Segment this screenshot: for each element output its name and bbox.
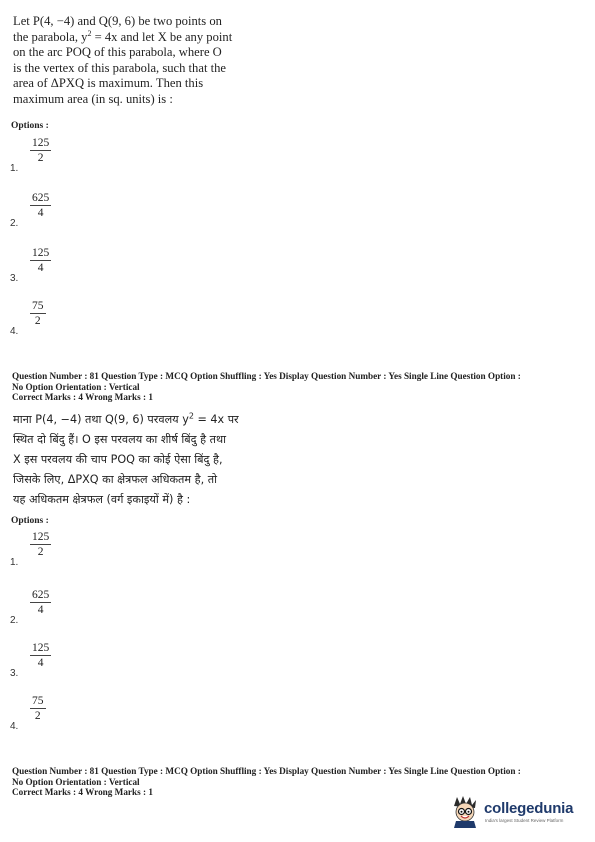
option-fraction: $\frac{625}{4}$ — [32, 589, 50, 616]
logo-brand-text: collegedunia — [484, 800, 574, 817]
option-fraction: $\frac{125}{4}$ — [32, 642, 50, 669]
option-fraction: $\frac{75}{2}$ — [32, 300, 44, 327]
question-line: X इस परवलय की चाप POQ का कोई ऐसा बिंदु है, — [13, 453, 223, 466]
question-line: on the arc POQ of this parabola, where O — [13, 45, 222, 60]
question-meta — [12, 766, 587, 798]
collegedunia-logo[interactable] — [448, 794, 588, 830]
question-line: स्थित दो बिंदु हैं। O इस परवलय का शीर्ष बिंदु है तथा — [13, 433, 227, 446]
option-fraction: $\frac{125}{2}$ — [32, 531, 50, 558]
logo-tagline: India's largest Student Review Platform — [485, 818, 564, 823]
question-line: maximum area (in sq. units) is : — [13, 91, 173, 106]
question-line: the parabola, $y^2 = 4x$ and let X be any point — [13, 28, 233, 44]
option-fraction: $\frac{75}{2}$ — [32, 695, 44, 722]
option-3[interactable] — [10, 641, 70, 679]
options-heading: Options : — [11, 121, 49, 131]
question-text-english — [13, 14, 263, 108]
option-number: 4. — [10, 326, 19, 337]
option-number: 1. — [10, 557, 19, 568]
question-line: is the vertex of this parabola, such that the — [13, 60, 226, 75]
question-line: Let P(4, −4) and Q(9, 6) be two points on — [13, 14, 222, 28]
options-heading: Options : — [11, 516, 49, 526]
option-number: 2. — [10, 218, 19, 229]
meta-line: No Option Orientation : Vertical — [12, 381, 140, 392]
option-1[interactable] — [10, 136, 70, 174]
option-2[interactable] — [10, 588, 70, 626]
option-number: 1. — [10, 163, 19, 174]
meta-line: Correct Marks : 4 Wrong Marks : 1 — [12, 392, 153, 402]
option-number: 3. — [10, 668, 19, 679]
option-4[interactable] — [10, 694, 70, 732]
option-3[interactable] — [10, 246, 70, 284]
option-2[interactable] — [10, 191, 70, 229]
option-1[interactable] — [10, 530, 70, 568]
option-fraction: $\frac{625}{4}$ — [32, 192, 50, 219]
option-4[interactable] — [10, 299, 70, 337]
meta-line: Question Number : 81 Question Type : MCQ Option Shuffling : Yes Display Question Number : Yes Single Line Question Option : — [12, 766, 521, 776]
option-fraction: $\frac{125}{2}$ — [32, 137, 50, 164]
option-number: 4. — [10, 721, 19, 732]
meta-line: Question Number : 81 Question Type : MCQ Option Shuffling : Yes Display Question Number : Yes Single Line Question Option : — [12, 371, 521, 381]
option-fraction: $\frac{125}{4}$ — [32, 247, 50, 274]
question-line: यह अधिकतम क्षेत्रफल (वर्ग इकाइयों में) है : — [13, 493, 191, 506]
mascot-icon — [448, 794, 482, 828]
meta-line: No Option Orientation : Vertical — [12, 776, 140, 787]
question-line: area of ΔPXQ is maximum. Then this — [13, 76, 204, 91]
question-line: माना P(4, −4) तथा Q(9, 6) परवलय $y^2 = 4x$ पर — [13, 411, 239, 426]
question-text-hindi — [13, 410, 273, 510]
option-number: 3. — [10, 273, 19, 284]
option-number: 2. — [10, 615, 19, 626]
meta-line: Correct Marks : 4 Wrong Marks : 1 — [12, 787, 153, 797]
question-line: जिसके लिए, ΔPXQ का क्षेत्रफल अधिकतम है, तो — [13, 473, 217, 486]
question-meta — [12, 371, 587, 403]
